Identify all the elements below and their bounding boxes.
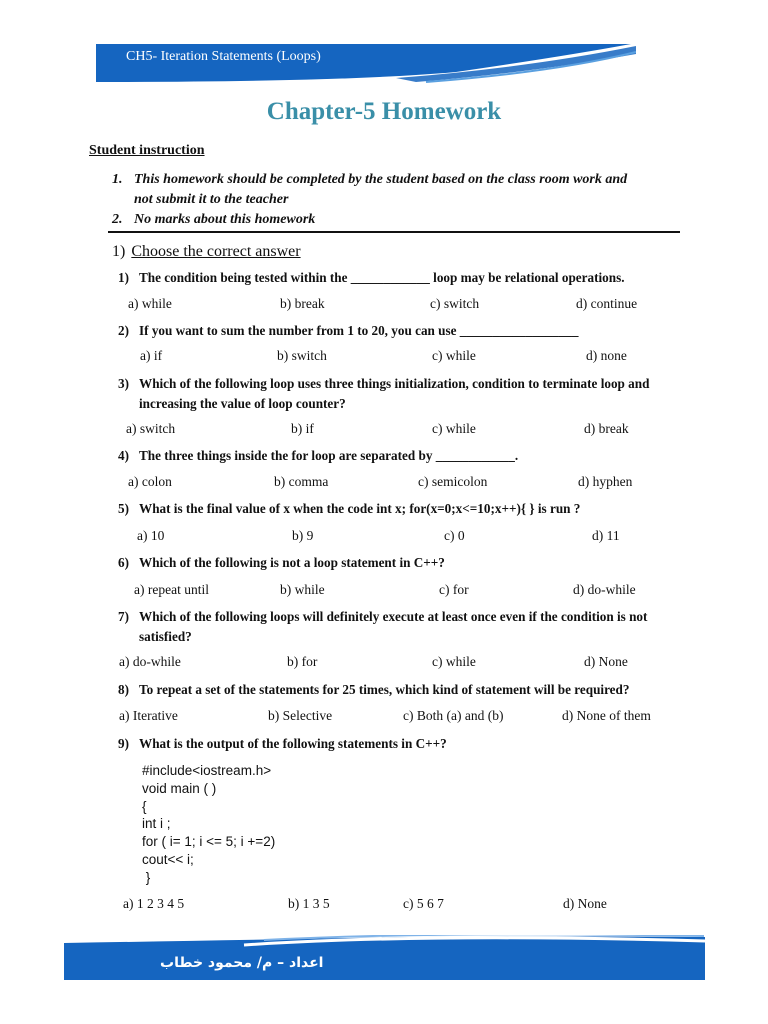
answer-option[interactable]: a) Iterative xyxy=(119,708,178,723)
question: 4) The three things inside the for loop are separated by ____________. xyxy=(118,448,519,463)
answer-option[interactable]: c) while xyxy=(432,348,476,363)
answer-option[interactable]: d) None xyxy=(584,654,628,669)
header-banner-text: CH5- Iteration Statements (Loops) xyxy=(126,49,321,64)
answer-option[interactable]: c) Both (a) and (b) xyxy=(403,708,504,723)
answer-option[interactable]: c) 5 6 7 xyxy=(403,896,444,911)
section-heading: 1) Choose the correct answer xyxy=(112,243,301,260)
answer-option[interactable]: b) for xyxy=(287,654,318,669)
answer-option[interactable]: b) Selective xyxy=(268,708,333,723)
question: 8) To repeat a set of the statements for 25 times, which kind of statement will be required? xyxy=(118,682,630,697)
question: 7) Which of the following loops will definitely execute at least once even if the condition is not satisfied? xyxy=(118,609,648,644)
answer-option[interactable]: c) while xyxy=(432,654,476,669)
instruction-item: 2. No marks about this homework xyxy=(112,212,316,227)
code-line: { xyxy=(142,799,147,814)
answer-option[interactable]: b) 9 xyxy=(292,528,314,543)
answer-option[interactable]: a) switch xyxy=(126,421,176,436)
page-title: Chapter-5 Homework xyxy=(266,98,502,125)
code-line: for ( i= 1; i <= 5; i +=2) xyxy=(142,834,276,849)
answer-option[interactable]: b) if xyxy=(291,421,314,436)
answer-option[interactable]: a) if xyxy=(140,348,163,363)
question: 2) If you want to sum the number from 1 to 20, you can use __________________ xyxy=(118,323,579,338)
answer-option[interactable]: c) while xyxy=(432,421,476,436)
answer-option[interactable]: c) for xyxy=(439,582,469,597)
answer-option[interactable]: d) 11 xyxy=(592,528,620,543)
code-line: void main ( ) xyxy=(142,781,217,796)
instructions-heading: Student instruction xyxy=(89,143,205,158)
answer-option[interactable]: d) None xyxy=(563,896,607,911)
answer-option[interactable]: d) None of them xyxy=(562,708,651,723)
code-line: } xyxy=(142,870,151,885)
answer-option[interactable]: d) none xyxy=(586,348,627,363)
question: 5) What is the final value of x when the code int x; for(x=0;x<=10;x++){ } is run ? xyxy=(118,501,581,516)
answer-option[interactable]: b) switch xyxy=(277,348,327,363)
section-divider xyxy=(108,231,680,233)
answer-option[interactable]: d) do-while xyxy=(573,582,636,597)
answer-option[interactable]: d) break xyxy=(584,421,629,436)
answer-option[interactable]: b) break xyxy=(280,296,325,311)
question: 9) What is the output of the following statements in C++? xyxy=(118,736,447,751)
answer-option[interactable]: d) hyphen xyxy=(578,474,633,489)
answer-option[interactable]: b) 1 3 5 xyxy=(288,896,330,911)
answer-option[interactable]: a) 10 xyxy=(137,528,165,543)
answer-option[interactable]: a) 1 2 3 4 5 xyxy=(123,896,185,911)
answer-option[interactable]: a) while xyxy=(128,296,172,311)
code-line: #include<iostream.h> xyxy=(142,763,272,778)
answer-option[interactable]: a) colon xyxy=(128,474,172,489)
answer-option[interactable]: c) switch xyxy=(430,296,480,311)
footer-author-text: اعداد – م/ محمود خطاب xyxy=(160,955,324,971)
question: 6) Which of the following is not a loop statement in C++? xyxy=(118,555,445,570)
question: 1) The condition being tested within the ____________ loop may be relational operations. xyxy=(118,270,625,285)
answer-option[interactable]: d) continue xyxy=(576,296,638,311)
answer-option[interactable]: a) repeat until xyxy=(134,582,209,597)
answer-option[interactable]: c) 0 xyxy=(444,528,465,543)
answer-option[interactable]: b) comma xyxy=(274,474,329,489)
answer-option[interactable]: a) do-while xyxy=(119,654,181,669)
answer-option[interactable]: c) semicolon xyxy=(418,474,488,489)
code-line: int i ; xyxy=(142,816,171,831)
answer-option[interactable]: b) while xyxy=(280,582,325,597)
code-line: cout<< i; xyxy=(142,852,194,867)
instruction-item: 1. This homework should be completed by the student based on the class room work and not submit it to the teacher xyxy=(112,172,628,207)
question: 3) Which of the following loop uses three things initialization, condition to terminate loop and increasing the value of loop counter? xyxy=(118,376,650,411)
